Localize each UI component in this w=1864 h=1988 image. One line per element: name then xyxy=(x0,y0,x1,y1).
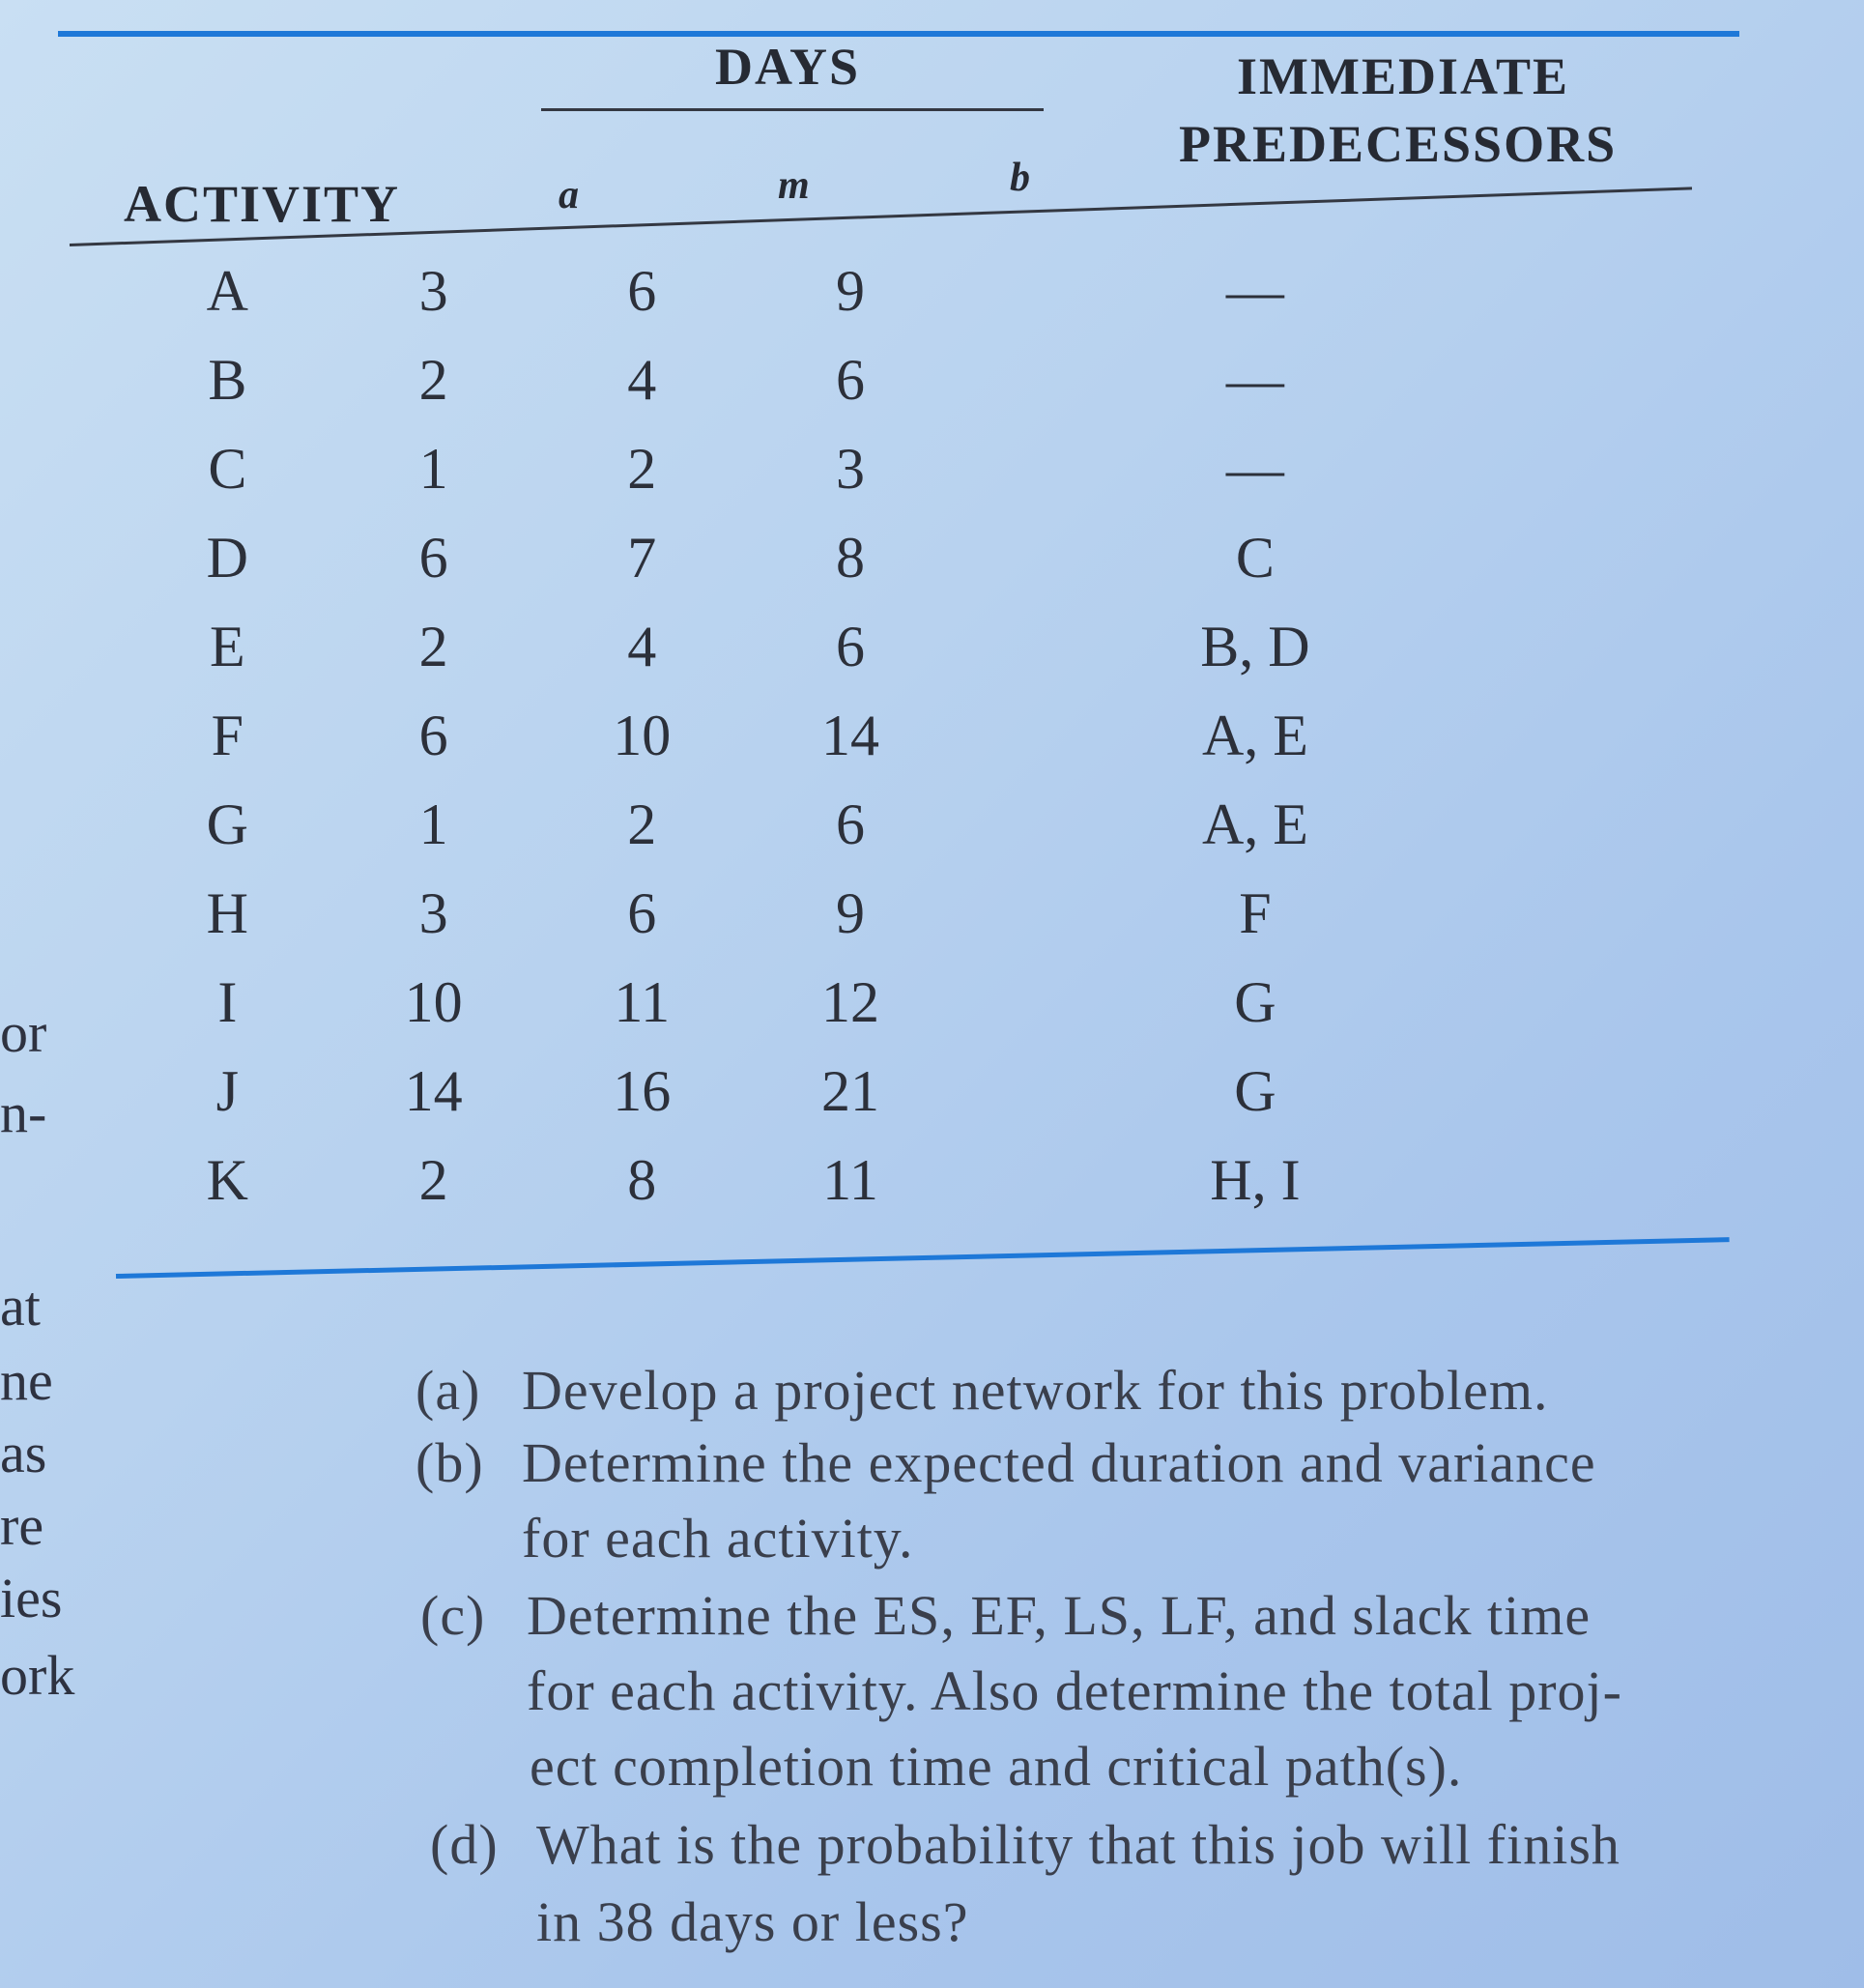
column-m-header: m xyxy=(778,163,810,208)
question-a-text: Develop a project network for this problem. xyxy=(522,1359,1549,1422)
activity-cell: I xyxy=(217,969,238,1034)
activity-cell: J xyxy=(215,1058,240,1123)
question-a xyxy=(416,1358,1549,1423)
predecessor-cell: G xyxy=(1234,1058,1276,1123)
question-b-continued xyxy=(522,1506,914,1570)
a-cell: 3 xyxy=(418,258,448,323)
a-cell: 1 xyxy=(418,436,448,501)
predecessor-cell: A, E xyxy=(1201,703,1308,767)
margin-fragment: ies xyxy=(0,1567,63,1629)
activity-cell: G xyxy=(206,792,249,856)
question-b-label: (b) xyxy=(416,1431,484,1494)
question-c-continued-1 xyxy=(527,1658,1622,1723)
question-b xyxy=(416,1430,1596,1495)
activity-cell: A xyxy=(206,258,249,323)
m-cell: 4 xyxy=(627,614,657,678)
activity-header: ACTIVITY xyxy=(124,175,401,233)
b-cell: 3 xyxy=(836,436,865,501)
predecessor-cell: C xyxy=(1235,525,1275,590)
a-cell: 6 xyxy=(418,525,448,590)
m-cell: 2 xyxy=(627,436,657,501)
m-cell: 11 xyxy=(614,969,671,1034)
margin-fragment: n- xyxy=(0,1081,47,1144)
b-cell: 14 xyxy=(821,703,879,767)
column-b-header: b xyxy=(1010,156,1030,200)
m-cell: 6 xyxy=(627,880,657,945)
predecessor-cell: — xyxy=(1225,436,1284,501)
margin-fragment: ork xyxy=(0,1644,75,1707)
margin-fragment: at xyxy=(0,1275,41,1338)
activity-cell: E xyxy=(210,614,245,678)
activity-cell: H xyxy=(206,880,249,945)
margin-fragment: or xyxy=(0,1001,47,1064)
a-cell: 6 xyxy=(418,703,448,767)
b-cell: 6 xyxy=(836,347,865,412)
table-row xyxy=(126,513,1556,602)
question-c-text-line3: ect completion time and critical path(s). xyxy=(530,1735,1463,1798)
m-cell: 2 xyxy=(627,792,657,856)
b-cell: 8 xyxy=(836,525,865,590)
m-cell: 6 xyxy=(627,258,657,323)
days-underline xyxy=(541,108,1044,111)
b-cell: 12 xyxy=(821,969,879,1034)
m-cell: 4 xyxy=(627,347,657,412)
days-header: DAYS xyxy=(715,38,861,96)
predecessor-cell: A, E xyxy=(1201,792,1308,856)
table-row xyxy=(126,958,1556,1047)
b-cell: 6 xyxy=(836,792,865,856)
activity-cell: C xyxy=(208,436,247,501)
m-cell: 16 xyxy=(613,1058,672,1123)
b-cell: 21 xyxy=(821,1058,879,1123)
activity-cell: F xyxy=(211,703,244,767)
question-a-label: (a) xyxy=(416,1359,481,1422)
b-cell: 11 xyxy=(822,1147,878,1212)
activity-cell: K xyxy=(206,1147,249,1212)
question-d xyxy=(430,1812,1620,1877)
table-row xyxy=(126,869,1556,958)
margin-fragment: re xyxy=(0,1494,44,1557)
a-cell: 2 xyxy=(418,347,448,412)
a-cell: 14 xyxy=(404,1058,463,1123)
activity-table xyxy=(126,246,1556,1224)
b-cell: 6 xyxy=(836,614,865,678)
predecessor-cell: H, I xyxy=(1210,1147,1301,1212)
activity-cell: B xyxy=(208,347,247,412)
m-cell: 10 xyxy=(613,703,672,767)
question-c xyxy=(420,1583,1591,1648)
predecessor-cell: G xyxy=(1234,969,1276,1034)
a-cell: 1 xyxy=(418,792,448,856)
question-d-label: (d) xyxy=(430,1813,499,1876)
a-cell: 3 xyxy=(418,880,448,945)
m-cell: 7 xyxy=(627,525,657,590)
column-a-header: a xyxy=(559,173,579,217)
question-c-label: (c) xyxy=(420,1584,486,1647)
a-cell: 2 xyxy=(418,614,448,678)
table-row xyxy=(126,1136,1556,1224)
predecessor-cell: B, D xyxy=(1200,614,1310,678)
table-bottom-rule xyxy=(116,1237,1730,1279)
a-cell: 10 xyxy=(404,969,463,1034)
table-row xyxy=(126,780,1556,869)
question-d-text-line2: in 38 days or less? xyxy=(536,1890,969,1953)
table-row xyxy=(126,691,1556,780)
question-c-text-line2: for each activity. Also determine the total proj- xyxy=(527,1659,1622,1722)
question-d-text-line1: What is the probability that this job will finish xyxy=(536,1813,1620,1876)
margin-fragment: as xyxy=(0,1422,47,1484)
table-row xyxy=(126,1047,1556,1136)
question-c-continued-2 xyxy=(530,1734,1462,1799)
table-row xyxy=(126,602,1556,691)
b-cell: 9 xyxy=(836,880,865,945)
table-row xyxy=(126,424,1556,513)
m-cell: 8 xyxy=(627,1147,657,1212)
question-b-text-line1: Determine the expected duration and variance xyxy=(522,1431,1596,1494)
table-row xyxy=(126,246,1556,335)
activity-cell: D xyxy=(206,525,249,590)
predecessor-cell: — xyxy=(1225,258,1284,323)
b-cell: 9 xyxy=(836,258,865,323)
table-row xyxy=(126,335,1556,424)
a-cell: 2 xyxy=(418,1147,448,1212)
predecessor-cell: — xyxy=(1225,347,1284,412)
predecessor-cell: F xyxy=(1239,880,1272,945)
margin-fragment: ne xyxy=(0,1349,53,1412)
question-b-text-line2: for each activity. xyxy=(522,1507,914,1570)
question-d-continued xyxy=(536,1889,969,1954)
table-top-rule xyxy=(58,31,1739,37)
predecessors-header: PREDECESSORS xyxy=(1179,115,1618,173)
immediate-header: IMMEDIATE xyxy=(1237,47,1570,105)
question-c-text-line1: Determine the ES, EF, LS, LF, and slack time xyxy=(527,1584,1592,1647)
